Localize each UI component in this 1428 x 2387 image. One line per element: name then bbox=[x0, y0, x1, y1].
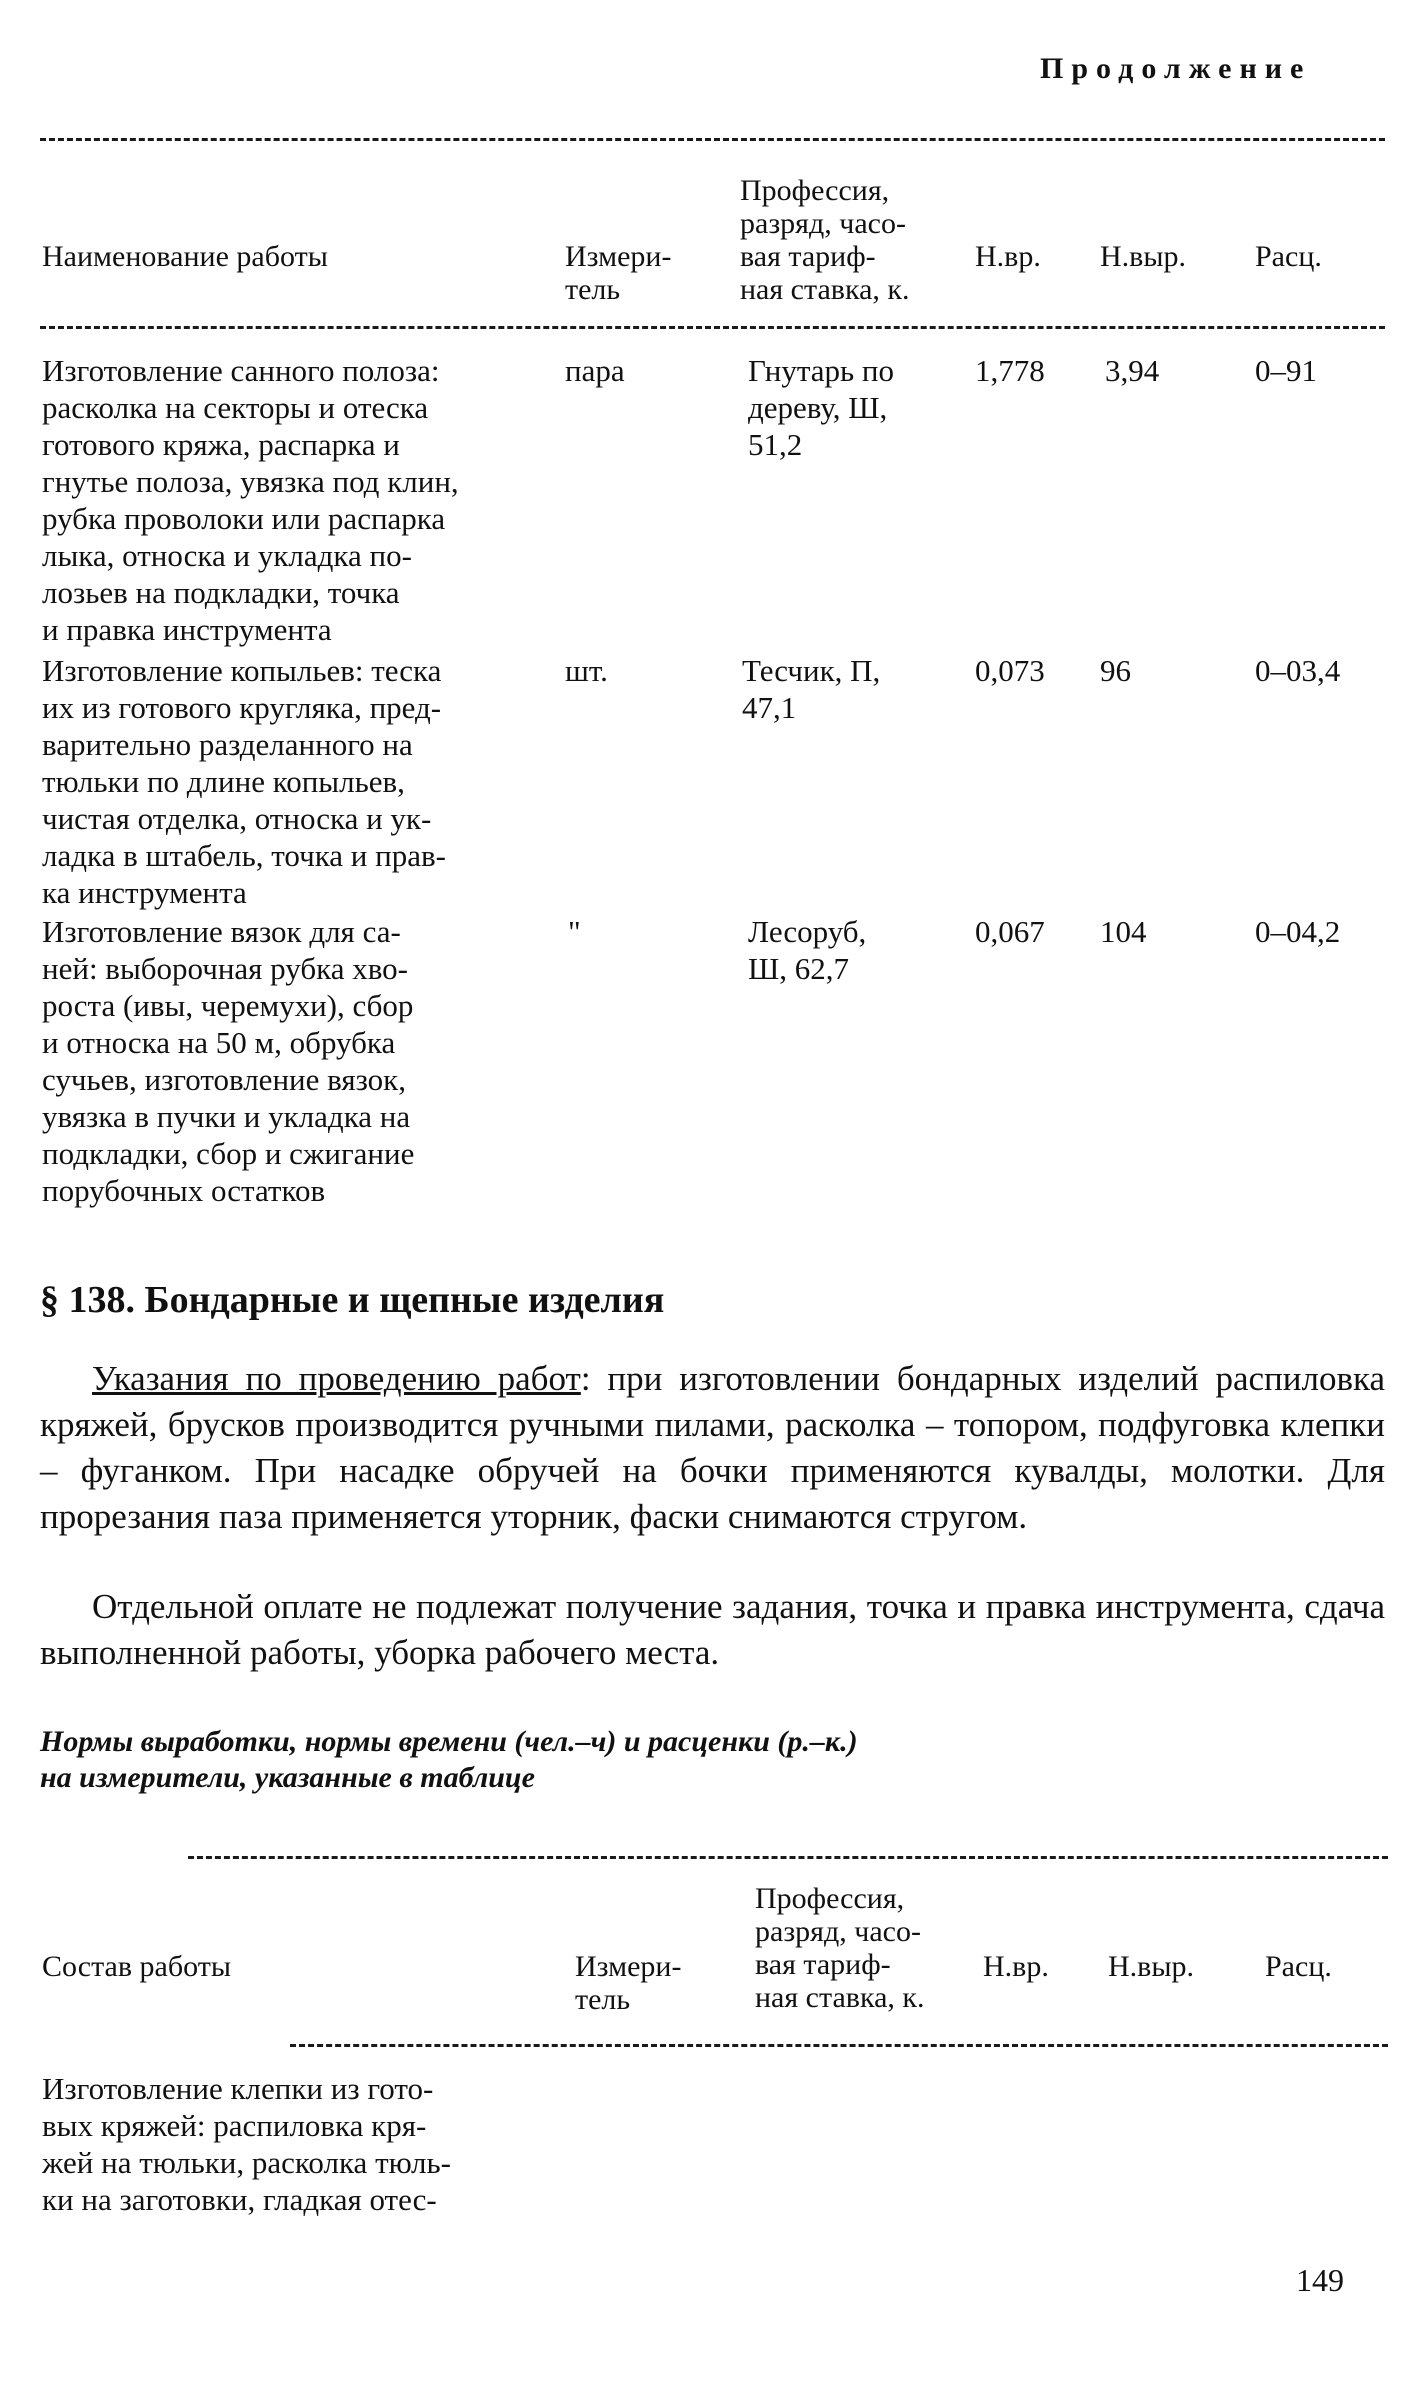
table-1-header-profession: Профессия, разряд, часо- вая тариф- ная ставка, к. bbox=[740, 174, 910, 306]
table-2-header-unit: Измери- тель bbox=[575, 1950, 682, 2016]
page-number: 149 bbox=[1296, 2262, 1344, 2298]
row-3-profession: Лесоруб, Ш, 62,7 bbox=[748, 914, 867, 986]
row-2-nvyr: 96 bbox=[1100, 653, 1131, 688]
row-2-name: Изготовление копыльев: теска их из готового кругляка, пред- варительно разделанного на тюльки по длине копыльев, чистая отделка, относка и ук- ладка в штабель, точка и прав- ка инструмента bbox=[42, 653, 446, 910]
row-1-name: Изготовление санного полоза: расколка на секторы и отеска готового кряжа, распарка и гнутье полоза, увязка под клин, рубка проволоки или распарка лыка, относка и укладка по- лозьев на подкладки, точка и правка инструмента bbox=[42, 353, 459, 647]
table-1-header-nvyr: Н.выр. bbox=[1100, 240, 1186, 273]
row-3-unit: " bbox=[568, 914, 581, 949]
row-3-name: Изготовление вязок для са- ней: выборочная рубка хво- роста (ивы, черемухи), сбор и относка на 50 м, обрубка сучьев, изготовление вязок, увязка в пучки и укладка на подкладки, сбор и сжигание порубочных остатков bbox=[42, 914, 415, 1208]
row-2-rasc: 0–03,4 bbox=[1255, 653, 1341, 688]
table-2-top-rule bbox=[188, 1856, 1388, 1859]
section-title: § 138. Бондарные и щепные изделия bbox=[40, 1279, 665, 1321]
table-2-header-rasc: Расц. bbox=[1265, 1950, 1332, 1983]
row-2-profession: Тесчик, П, 47,1 bbox=[742, 653, 881, 725]
table-2-header-profession: Профессия, разряд, часо- вая тариф- ная ставка, к. bbox=[755, 1882, 925, 2014]
table-1-header-unit: Измери- тель bbox=[565, 240, 672, 306]
row-1-nvyr: 3,94 bbox=[1105, 353, 1160, 388]
row-3-nvyr: 104 bbox=[1100, 914, 1147, 949]
norms-caption: Нормы выработки, нормы времени (чел.–ч) и расценки (р.–к.) на измерители, указанные в таблице bbox=[40, 1725, 858, 1794]
continuation-label: Продолжение bbox=[1040, 52, 1312, 85]
table-2-header-nvyr: Н.выр. bbox=[1108, 1950, 1194, 1983]
table-2-row-1-name: Изготовление клепки из гото- вых кряжей: распиловка кря- жей на тюльки, расколка тюль- ки на заготовки, гладкая отес- bbox=[42, 2071, 451, 2217]
table-1-header-rule bbox=[40, 326, 1385, 329]
row-3-nvr: 0,067 bbox=[975, 914, 1045, 949]
instructions-label: Указания по проведению работ bbox=[92, 1359, 581, 1398]
row-2-unit: шт. bbox=[565, 653, 608, 688]
instructions-paragraph bbox=[40, 1356, 1385, 1540]
row-1-profession: Гнутарь по дереву, Ш, 51,2 bbox=[748, 353, 894, 462]
row-1-rasc: 0–91 bbox=[1255, 353, 1317, 388]
table-1-header-name: Наименование работы bbox=[42, 240, 328, 273]
row-2-nvr: 0,073 bbox=[975, 653, 1045, 688]
table-1-header-nvr: Н.вр. bbox=[975, 240, 1041, 273]
paragraph-2: Отдельной оплате не подлежат получение задания, точка и правка инструмента, сдача выполненной работы, уборка рабочего места. bbox=[40, 1587, 1385, 1672]
table-2-header-rule bbox=[290, 2044, 1388, 2047]
instructions-text: : при изготовлении бондарных изделий распиловка кряжей, брусков производится ручными пилами, расколка – топором, подфуговка клепки – фуганком. При насадке обручей на бочки применяются кувалды, молотки. Для прорезания паза применяется уторник, фаски снимаются стругом. bbox=[40, 1359, 1385, 1536]
row-1-nvr: 1,778 bbox=[975, 353, 1045, 388]
table-1-header-rasc: Расц. bbox=[1255, 240, 1322, 273]
table-2-header-nvr: Н.вр. bbox=[983, 1950, 1049, 1983]
row-3-rasc: 0–04,2 bbox=[1255, 914, 1341, 949]
table-1-top-rule bbox=[40, 138, 1385, 141]
table-2-header-name: Состав работы bbox=[42, 1950, 231, 1983]
row-1-unit: пара bbox=[565, 353, 625, 388]
